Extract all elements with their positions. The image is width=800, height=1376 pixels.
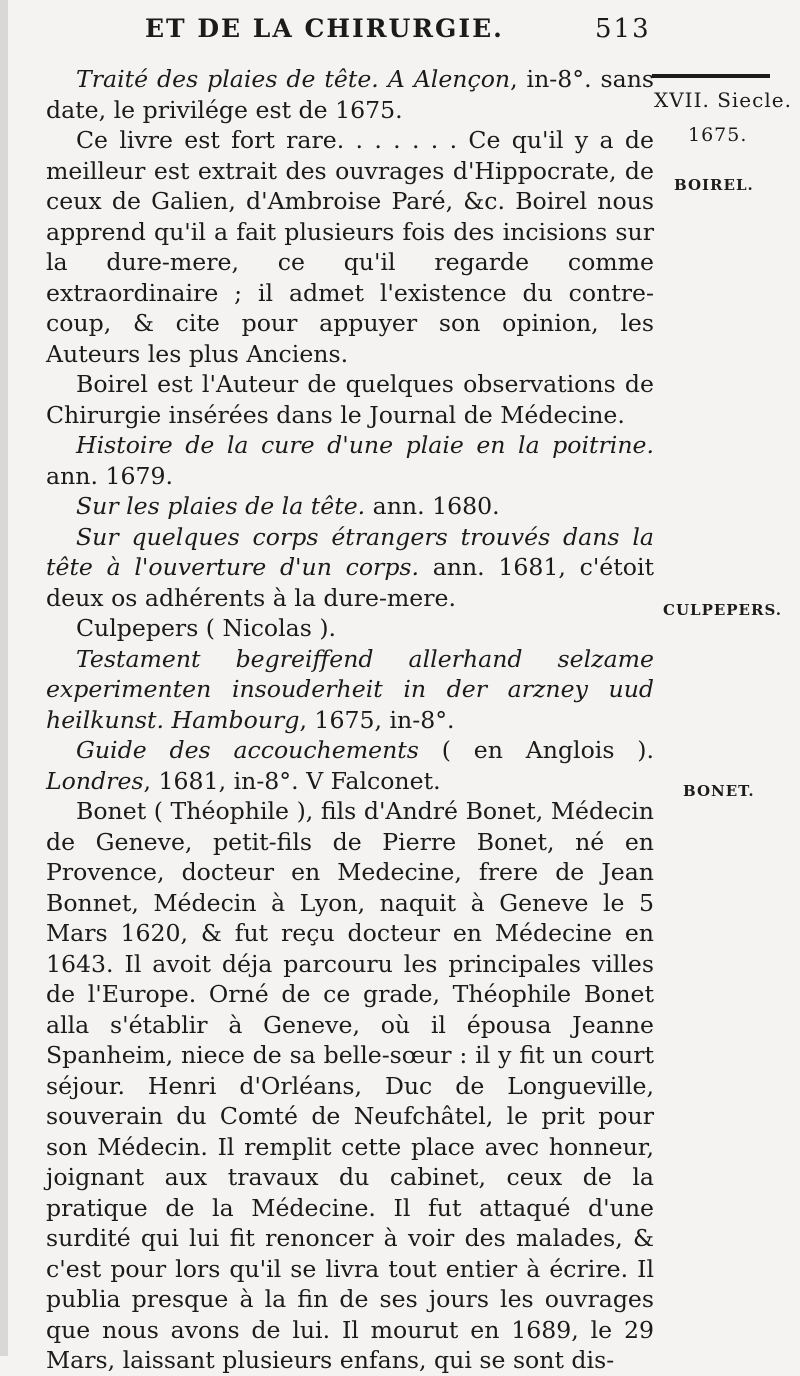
paragraph-culpepers: Culpepers ( Nicolas ). [76,614,337,642]
margin-note-year: 1675. [688,124,748,146]
paragraph-histoire [46,430,654,491]
paragraph-observations: Boirel est l'Auteur de quelques observations de Chirurgie insérées dans le Journal de Médecine. [46,370,654,429]
margin-note-bonet: BONET. [683,782,755,800]
title-guide: Guide des accouchements [76,736,419,764]
title-corps: Sur quelques corps étrangers trouvés dans la tête à l'ouverture d'un corps. [46,522,654,581]
margin-rule [652,74,770,78]
title-histoire: Histoire de la cure d'une plaie en la poitrine. [76,431,654,459]
title-plaies: Sur les plaies de la tête. [76,492,366,520]
text-testament: , 1675, in-8°. [299,705,455,734]
page-number: 513 [595,14,651,44]
body-text [46,64,654,1376]
text-corps: ann. 1681, c'étoit deux os adhérents à la dure-mere. [46,553,654,612]
title-traite: Traité des plaies de tête. A Alençon [76,65,511,93]
header-title: ET DE LA CHIRURGIE. [145,14,504,43]
paragraph-corps [46,522,654,614]
text-traite: , in-8°. sans date, le privilége est de 1675. [46,65,654,124]
paragraph-traite [46,64,654,125]
text-histoire: ann. 1679. [46,461,174,490]
paragraph-plaies [46,491,654,522]
paragraph-guide [46,735,654,796]
text-guide-place: Londres [46,766,144,795]
paragraph-bonet: Bonet ( Théophile ), fils d'André Bonet, Médecin de Geneve, petit-fils de Pierre Bonet, né en Provence, docteur en Medecine, frere de Jean Bonnet, Médecin à Lyon, naquit à Geneve le 5 Mars 1620, & fut reçu docteur en Médecine en 1643. Il avoit déja parcouru les principales villes de l'Europe. Orné de ce grade, Théophile Bonet alla s'établir à Geneve, où il épousa Jeanne Spanheim, niece de sa belle-sœur : il y fit un court séjour. Henri d'Orléans, Duc de Longueville, souverain du Comté de Neufchâtel, le prit pour son Médecin. Il remplit cette place avec honneur, joignant aux travaux du cabinet, ceux de la pratique de la Médecine. Il fut attaqué d'une surdité qui lui fit renoncer à voir des malades, & c'est pour lors qu'il se livra tout entier à écrire. Il publia presque à la fin de ses jours les ouvrages que nous avons de lui. Il mourut en 1689, le 29 Mars, laissant plusieurs enfans, qui se sont dis- [46,797,654,1374]
margin-note-culpepers: CULPEPERS. [663,601,782,619]
title-testament: Testament begreiffend allerhand selzame experimenten insouderheit in der arzney uud heilkunst. Hambourg [46,644,654,734]
text-guide-rest: , 1681, in-8°. V Falconet. [143,766,441,795]
paragraph-livre: Ce livre est fort rare. . . . . . . Ce qu'il y a de meilleur est extrait des ouvrages d'Hippocrate, de ceux de Galien, d'Ambroise Paré, &c. Boirel nous apprend qu'il a fait plusieurs fois des incisions sur la dure-mere, ce qu'il regarde comme extraordinaire ; il admet l'existence du contre-coup, & cite pour appuyer son opinion, les Auteurs les plus Anciens. [46,126,654,368]
text-guide-lang: ( en Anglois ). [418,736,654,764]
paragraph-testament [46,644,654,736]
text-plaies: ann. 1680. [365,492,500,520]
margin-note-boirel: BOIREL. [674,176,754,194]
margin-note-century: XVII. Siecle. [654,88,792,112]
page-edge [0,0,8,1356]
